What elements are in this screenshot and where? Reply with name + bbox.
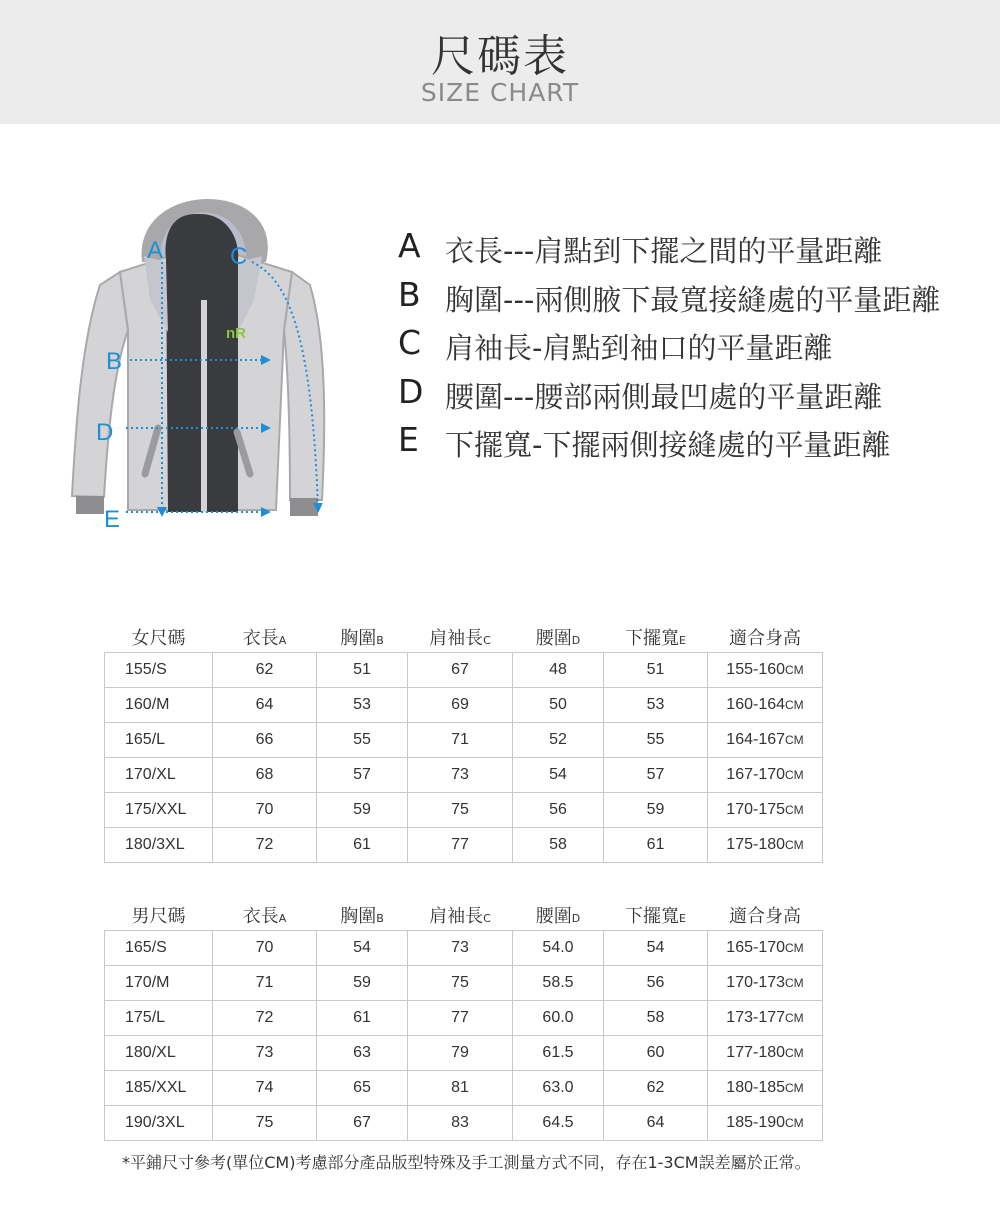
size-cell: 170/M	[105, 965, 213, 1000]
length-cell: 70	[213, 930, 317, 965]
column-sub: A	[278, 911, 287, 925]
left-cuff	[76, 496, 104, 514]
length-cell: 73	[213, 1035, 317, 1070]
height-cell	[708, 687, 823, 722]
size-cell: 165/L	[105, 722, 213, 757]
hem-cell: 56	[604, 965, 708, 1000]
height-cell	[708, 652, 823, 687]
height-cell	[708, 827, 823, 862]
table-row	[105, 965, 823, 1000]
legend-text: 腰圍---腰部兩側最凹處的平量距離	[445, 379, 883, 414]
sleeve-cell: 77	[408, 1000, 513, 1035]
table-row	[105, 930, 823, 965]
column-label: 肩袖長	[429, 905, 484, 927]
column-sub: C	[483, 633, 491, 647]
waist-cell: 56	[513, 792, 604, 827]
length-cell: 70	[213, 792, 317, 827]
height-unit: CM	[785, 732, 804, 747]
column-sub: B	[376, 911, 384, 925]
waist-cell: 54	[513, 757, 604, 792]
legend-letter: A	[398, 226, 421, 265]
hem-cell: 59	[604, 792, 708, 827]
chest-cell: 67	[317, 1105, 408, 1140]
hem-cell: 62	[604, 1070, 708, 1105]
height-unit: CM	[785, 1115, 804, 1130]
column-header	[708, 900, 823, 930]
table-row	[105, 827, 823, 862]
column-label: 胸圍	[340, 627, 377, 649]
zipper	[201, 300, 207, 512]
waist-cell: 48	[513, 652, 604, 687]
hem-cell: 51	[604, 652, 708, 687]
column-label: 下擺寬	[625, 905, 680, 927]
legend-text: 肩袖長-肩點到袖口的平量距離	[445, 331, 833, 365]
column-label: 衣長	[242, 905, 279, 927]
height-range: 155-160	[726, 660, 786, 678]
length-cell: 74	[213, 1070, 317, 1105]
height-range: 185-190	[726, 1113, 786, 1131]
chest-cell: 63	[317, 1035, 408, 1070]
column-sub: D	[571, 911, 581, 925]
waist-cell: 50	[513, 687, 604, 722]
label-e: E	[104, 506, 121, 533]
height-unit: CM	[785, 975, 804, 990]
hem-cell: 54	[604, 930, 708, 965]
table-row	[105, 1000, 823, 1035]
sleeve-cell: 75	[408, 792, 513, 827]
column-header	[213, 622, 317, 652]
column-label: 腰圍	[535, 627, 572, 649]
column-header	[317, 622, 408, 652]
table-row	[105, 757, 823, 792]
column-label: 胸圍	[340, 905, 377, 927]
table-header-row	[105, 900, 823, 930]
hem-cell: 55	[604, 722, 708, 757]
table-row	[105, 652, 823, 687]
hem-cell: 53	[604, 687, 708, 722]
sleeve-cell: 73	[408, 757, 513, 792]
height-unit: CM	[785, 767, 804, 782]
table-header-row	[105, 622, 823, 652]
page-header	[0, 0, 1000, 124]
column-header	[513, 900, 604, 930]
size-cell: 180/3XL	[105, 827, 213, 862]
table-row	[105, 1035, 823, 1070]
height-unit: CM	[785, 1045, 804, 1060]
height-cell	[708, 1105, 823, 1140]
chest-cell: 51	[317, 652, 408, 687]
column-header	[213, 900, 317, 930]
table-row	[105, 687, 823, 722]
women-size-heading: 女尺碼	[105, 622, 213, 652]
column-header	[317, 900, 408, 930]
size-cell: 190/3XL	[105, 1105, 213, 1140]
waist-cell: 60.0	[513, 1000, 604, 1035]
hem-cell: 60	[604, 1035, 708, 1070]
length-cell: 62	[213, 652, 317, 687]
hem-cell: 57	[604, 757, 708, 792]
left-sleeve	[72, 272, 128, 497]
size-cell: 165/S	[105, 930, 213, 965]
height-unit: CM	[785, 1010, 804, 1025]
column-sub: B	[376, 633, 384, 647]
sleeve-cell: 77	[408, 827, 513, 862]
page-title: 尺碼表	[431, 31, 569, 82]
chest-cell: 65	[317, 1070, 408, 1105]
legend-text: 下擺寬-下擺兩側接縫處的平量距離	[445, 428, 891, 462]
label-b: B	[106, 348, 123, 375]
column-sub: E	[679, 911, 686, 925]
legend-text: 衣長---肩點到下擺之間的平量距離	[445, 234, 883, 268]
hem-cell: 64	[604, 1105, 708, 1140]
height-cell	[708, 930, 823, 965]
footnote: *平鋪尺寸參考(單位CM)考慮部分產品版型特殊及手工測量方式不同，存在1-3CM誤差屬於正常。	[122, 1153, 811, 1172]
waist-cell: 52	[513, 722, 604, 757]
size-cell: 155/S	[105, 652, 213, 687]
size-cell: 160/M	[105, 687, 213, 722]
legend-letter: E	[398, 420, 419, 459]
sleeve-cell: 73	[408, 930, 513, 965]
height-unit: CM	[785, 837, 804, 852]
length-cell: 64	[213, 687, 317, 722]
column-label: 適合身高	[729, 905, 801, 927]
sleeve-cell: 79	[408, 1035, 513, 1070]
legend-letter: C	[398, 323, 422, 362]
height-range: 170-173	[726, 973, 786, 991]
size-cell: 185/XXL	[105, 1070, 213, 1105]
length-cell: 75	[213, 1105, 317, 1140]
column-label: 腰圍	[535, 905, 572, 927]
legend-letter: B	[398, 274, 421, 314]
waist-cell: 54.0	[513, 930, 604, 965]
size-cell: 170/XL	[105, 757, 213, 792]
column-header	[513, 622, 604, 652]
sleeve-cell: 71	[408, 722, 513, 757]
height-unit: CM	[785, 662, 804, 677]
table-row	[105, 792, 823, 827]
table-row	[105, 722, 823, 757]
legend-text: 胸圍---兩側腋下最寬接縫處的平量距離	[445, 282, 941, 317]
waist-cell: 63.0	[513, 1070, 604, 1105]
height-range: 165-170	[726, 938, 786, 956]
height-unit: CM	[785, 697, 804, 712]
table-row	[105, 1105, 823, 1140]
hem-cell: 58	[604, 1000, 708, 1035]
brand-logo: nR	[226, 325, 246, 342]
column-sub: A	[278, 633, 287, 647]
chest-cell: 55	[317, 722, 408, 757]
right-sleeve	[284, 272, 324, 500]
height-cell	[708, 965, 823, 1000]
page-subtitle: SIZE CHART	[420, 78, 580, 107]
column-label: 衣長	[242, 627, 279, 649]
label-c: C	[230, 243, 248, 270]
height-range: 180-185	[726, 1078, 786, 1096]
height-cell	[708, 722, 823, 757]
length-cell: 66	[213, 722, 317, 757]
column-header	[604, 900, 708, 930]
sleeve-cell: 75	[408, 965, 513, 1000]
length-cell: 71	[213, 965, 317, 1000]
height-range: 170-175	[726, 800, 786, 818]
waist-cell: 64.5	[513, 1105, 604, 1140]
height-range: 173-177	[726, 1008, 786, 1026]
label-a: A	[147, 237, 164, 264]
length-cell: 72	[213, 827, 317, 862]
height-cell	[708, 757, 823, 792]
column-label: 下擺寬	[625, 627, 680, 649]
height-cell	[708, 1000, 823, 1035]
chest-cell: 54	[317, 930, 408, 965]
sleeve-cell: 83	[408, 1105, 513, 1140]
hem-cell: 61	[604, 827, 708, 862]
height-cell	[708, 792, 823, 827]
chest-cell: 59	[317, 792, 408, 827]
height-cell	[708, 1035, 823, 1070]
right-cuff	[290, 498, 318, 516]
label-d: D	[96, 419, 114, 446]
chest-cell: 53	[317, 687, 408, 722]
height-unit: CM	[785, 802, 804, 817]
length-cell: 72	[213, 1000, 317, 1035]
sleeve-cell: 69	[408, 687, 513, 722]
waist-cell: 61.5	[513, 1035, 604, 1070]
column-sub: C	[483, 911, 491, 925]
height-cell	[708, 1070, 823, 1105]
size-cell: 175/XXL	[105, 792, 213, 827]
chest-cell: 59	[317, 965, 408, 1000]
height-unit: CM	[785, 940, 804, 955]
column-label: 適合身高	[729, 627, 801, 649]
waist-cell: 58.5	[513, 965, 604, 1000]
chest-cell: 57	[317, 757, 408, 792]
column-header	[408, 900, 513, 930]
men-size-table	[104, 900, 823, 1141]
length-cell: 68	[213, 757, 317, 792]
women-size-table	[104, 622, 823, 863]
size-cell: 180/XL	[105, 1035, 213, 1070]
height-unit: CM	[785, 1080, 804, 1095]
height-range: 164-167	[726, 730, 786, 748]
jacket-diagram	[60, 160, 360, 540]
column-header	[708, 622, 823, 652]
size-cell: 175/L	[105, 1000, 213, 1035]
column-sub: E	[679, 633, 686, 647]
chest-cell: 61	[317, 827, 408, 862]
sleeve-cell: 67	[408, 652, 513, 687]
table-row	[105, 1070, 823, 1105]
column-header	[604, 622, 708, 652]
men-size-heading: 男尺碼	[105, 900, 213, 930]
legend-letter: D	[398, 371, 424, 411]
height-range: 177-180	[726, 1043, 786, 1061]
height-range: 160-164	[726, 695, 786, 713]
waist-cell: 58	[513, 827, 604, 862]
height-range: 167-170	[726, 765, 786, 783]
column-sub: D	[571, 633, 581, 647]
column-header	[408, 622, 513, 652]
sleeve-cell: 81	[408, 1070, 513, 1105]
height-range: 175-180	[726, 835, 786, 853]
chest-cell: 61	[317, 1000, 408, 1035]
column-label: 肩袖長	[429, 627, 484, 649]
